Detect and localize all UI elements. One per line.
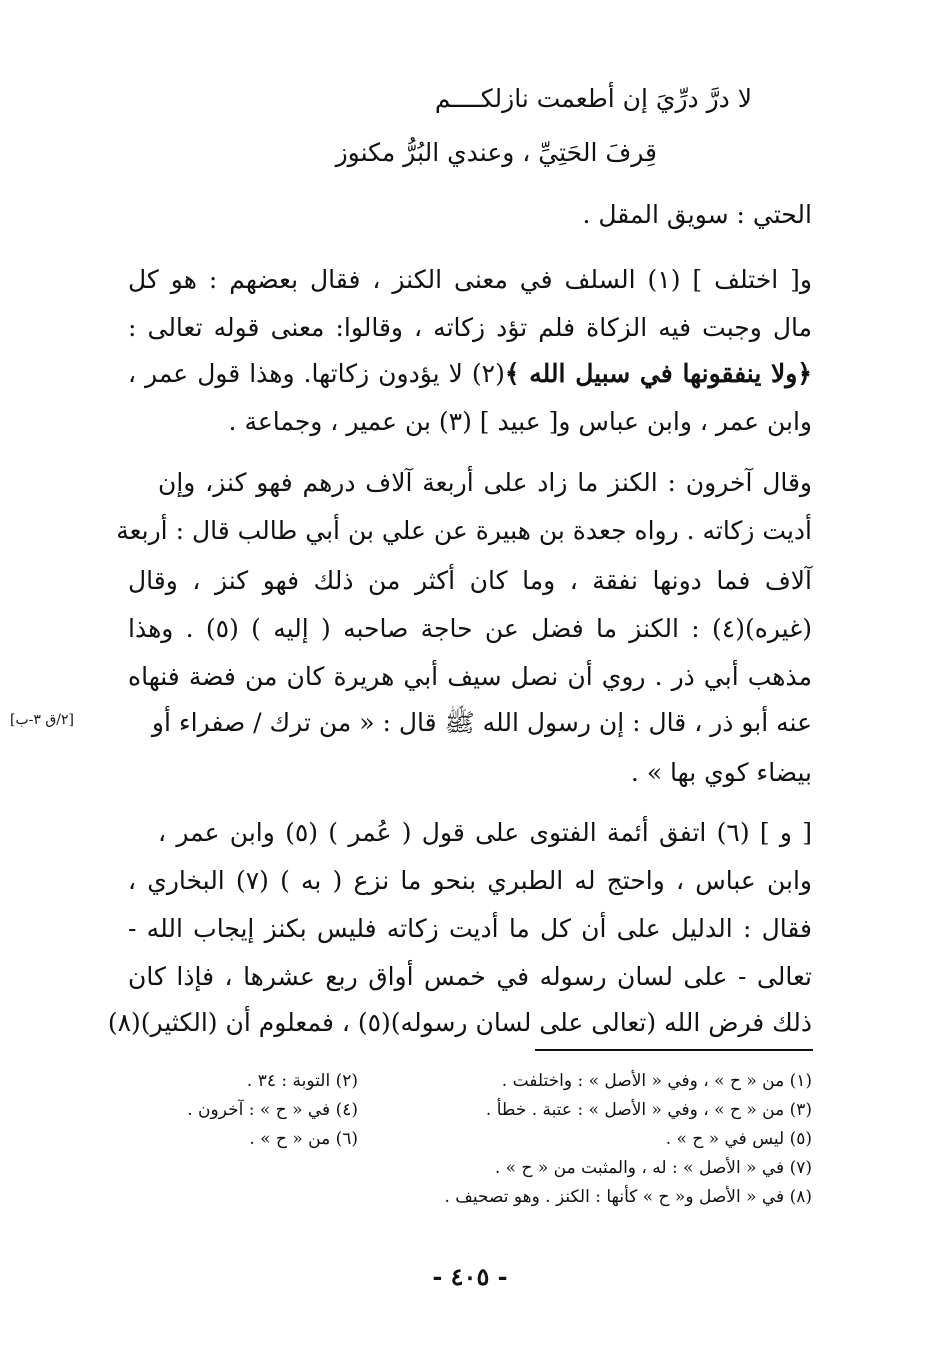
body-line: مال وجبت فيه الزكاة فلم تؤد زكاته ، وقالوا: معنى قوله تعالى :	[128, 313, 812, 342]
body-line: مذهب أبي ذر . روي أن نصل سيف أبي هريرة كان من فضة فنهاه	[128, 662, 812, 691]
footnote-separator	[535, 1049, 813, 1051]
body-line: فقال : الدليل على أن كل ما أديت زكاته فليس بكنز إيجاب الله -	[128, 914, 812, 943]
body-line: (غيره)(٤) : الكنز ما فضل عن حاجة صاحبه ( إليه ) (٥) . وهذا	[128, 614, 812, 643]
body-line: [ و ] (٦) اتفق أئمة الفتوى على قول ( عُمر ) (٥) وابن عمر ،	[158, 818, 812, 847]
page-number: - ٤٠٥ -	[432, 1262, 508, 1291]
body-line: عنه أبو ذر ، قال : إن رسول الله ﷺ قال : « من ترك / صفراء أو	[151, 708, 812, 737]
footnote-3: (٣) من « ح » ، وفي « الأصل » : عتبة . خطأ .	[485, 1100, 812, 1120]
body-line: أديت زكاته . رواه جعدة بن هبيرة عن علي بن أبي طالب قال : أربعة	[116, 516, 812, 545]
footnote-5: (٥) ليس في « ح » .	[665, 1129, 812, 1149]
verse-line-2: قِرفَ الحَتِيِّ ، وعندي البُرُّ مكنوز	[335, 138, 657, 167]
verse-line-1: لا درَّ درِّيَ إن أطعمت نازلكــــم	[434, 84, 752, 113]
body-line: بيضاء كوي بها » .	[630, 758, 812, 787]
footnote-2: (٢) التوبة : ٣٤ .	[246, 1071, 358, 1091]
body-line: ذلك فرض الله (تعالى على لسان رسوله)(٥) ، فمعلوم أن (الكثير)(٨)	[107, 1008, 812, 1037]
body-line: تعالى - على لسان رسوله في خمس أواق ربع عشرها ، فإذا كان	[128, 962, 812, 991]
body-line: آلاف فما دونها نفقة ، وما كان أكثر من ذلك فهو كنز ، وقال	[128, 566, 812, 595]
body-text: (٢) لا يؤدون زكاتها. وهذا قول عمر ،	[128, 359, 505, 388]
footnote-7: (٧) في « الأصل » : له ، والمثبت من « ح » .	[494, 1158, 812, 1178]
manuscript-folio-marker: [٢/ق ٣-ب]	[10, 712, 74, 728]
footnote-6: (٦) من « ح » .	[249, 1129, 358, 1149]
body-line: وابن عباس ، واحتج له الطبري بنحو ما نزع ( به ) (٧) البخاري ،	[128, 866, 813, 895]
quran-quote: ﴿ولا ينفقونها في سبيل الله ﴾	[504, 359, 813, 388]
body-line	[128, 349, 812, 399]
body-line: وقال آخرون : الكنز ما زاد على أربعة آلاف درهم فهو كنز، وإن	[158, 468, 812, 497]
body-line: وابن عمر ، وابن عباس و[ عبيد ] (٣) بن عمير ، وجماعة .	[228, 407, 812, 436]
body-line: و[ اختلف ] (١) السلف في معنى الكنز ، فقال بعضهم : هو كل	[128, 265, 813, 294]
footnote-4: (٤) في « ح » : آخرون .	[187, 1100, 358, 1120]
footnote-8: (٨) في « الأصل و« ح » كأنها : الكنز . وهو تصحيف .	[444, 1187, 812, 1207]
footnote-1: (١) من « ح » ، وفي « الأصل » : واختلفت .	[501, 1071, 812, 1091]
gloss-line: الحتي : سويق المقل .	[582, 200, 812, 229]
